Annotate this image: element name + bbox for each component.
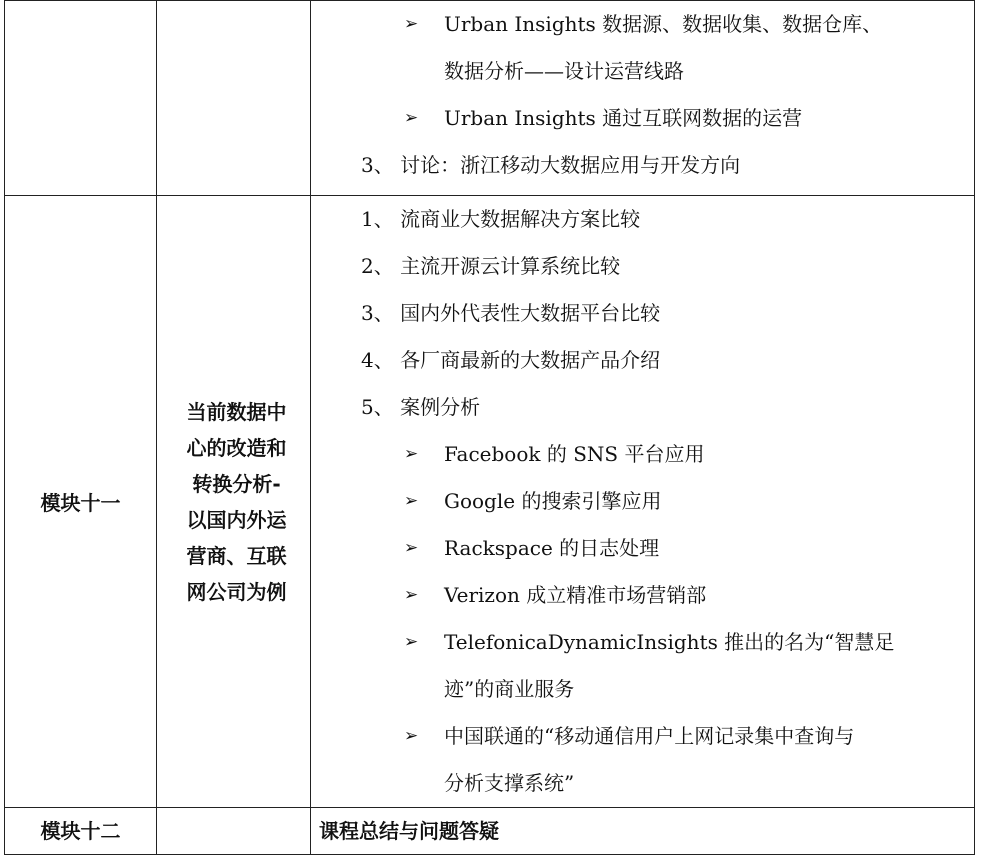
continued-line bbox=[311, 760, 974, 807]
numbered-item bbox=[311, 243, 974, 290]
line-text: 迹”的商业服务 bbox=[444, 677, 575, 701]
table-row-module-11 bbox=[5, 196, 975, 808]
bullet-item bbox=[311, 572, 974, 619]
topic-cell bbox=[157, 808, 311, 855]
line-text: 数据分析——设计运营线路 bbox=[444, 59, 684, 83]
line-text: Verizon 成立精准市场营销部 bbox=[444, 583, 707, 607]
arrow-bullet-icon: ➢ bbox=[404, 491, 419, 511]
numbered-item bbox=[311, 196, 974, 243]
bullet-item bbox=[311, 619, 974, 666]
bullet-item bbox=[311, 478, 974, 525]
arrow-bullet-icon: ➢ bbox=[404, 444, 419, 464]
topic-cell bbox=[157, 1, 311, 196]
line-text: 分析支撑系统” bbox=[444, 771, 575, 795]
module-cell: 模块十一 bbox=[5, 196, 157, 808]
arrow-bullet-icon: ➢ bbox=[404, 108, 419, 128]
topic-line: 以国内外运 bbox=[186, 507, 287, 532]
numbered-item bbox=[311, 384, 974, 431]
line-text: 2、 主流开源云计算系统比较 bbox=[361, 254, 621, 278]
line-text: Urban Insights 通过互联网数据的运营 bbox=[444, 106, 803, 130]
numbered-item bbox=[311, 142, 974, 189]
course-table bbox=[4, 0, 975, 855]
line-text: Rackspace 的日志处理 bbox=[444, 536, 660, 560]
topic-line: 当前数据中 bbox=[186, 399, 287, 424]
line-text: Urban Insights 数据源、数据收集、数据仓库、 bbox=[444, 12, 883, 36]
topic-line: 转换分析- bbox=[192, 471, 281, 496]
line-text: 5、 案例分析 bbox=[361, 395, 481, 419]
line-text: 1、 流商业大数据解决方案比较 bbox=[361, 207, 641, 231]
arrow-bullet-icon: ➢ bbox=[404, 726, 419, 746]
table-row-module-12 bbox=[5, 808, 975, 855]
topic-line: 心的改造和 bbox=[186, 435, 287, 460]
line-text: Facebook 的 SNS 平台应用 bbox=[444, 442, 705, 466]
bullet-item bbox=[311, 713, 974, 760]
topic-line: 营商、互联 bbox=[186, 543, 287, 568]
line-text: 3、 国内外代表性大数据平台比较 bbox=[361, 301, 661, 325]
module-cell bbox=[5, 1, 157, 196]
content-cell bbox=[311, 808, 975, 855]
arrow-bullet-icon: ➢ bbox=[404, 585, 419, 605]
continued-line bbox=[311, 48, 974, 95]
module-cell: 模块十二 bbox=[5, 808, 157, 855]
numbered-item bbox=[311, 337, 974, 384]
content-cell bbox=[311, 196, 975, 808]
bullet-item bbox=[311, 525, 974, 572]
bullet-item bbox=[311, 95, 974, 142]
table-row-continued bbox=[5, 1, 975, 196]
continued-line bbox=[311, 666, 974, 713]
line-text: 3、 讨论：浙江移动大数据应用与开发方向 bbox=[361, 153, 741, 177]
arrow-bullet-icon: ➢ bbox=[404, 14, 419, 34]
arrow-bullet-icon: ➢ bbox=[404, 632, 419, 652]
content-cell bbox=[311, 1, 975, 196]
content-summary: 课程总结与问题答疑 bbox=[319, 819, 499, 843]
numbered-item bbox=[311, 290, 974, 337]
bullet-item bbox=[311, 1, 974, 48]
line-text: 中国联通的“移动通信用户上网记录集中查询与 bbox=[444, 724, 855, 748]
topic-text bbox=[157, 394, 310, 610]
topic-line: 网公司为例 bbox=[186, 579, 287, 604]
line-text: Google 的搜索引擎应用 bbox=[444, 489, 662, 513]
bullet-item bbox=[311, 431, 974, 478]
line-text: TelefonicaDynamicInsights 推出的名为“智慧足 bbox=[444, 630, 895, 654]
topic-cell bbox=[157, 196, 311, 808]
arrow-bullet-icon: ➢ bbox=[404, 538, 419, 558]
line-text: 4、 各厂商最新的大数据产品介绍 bbox=[361, 348, 661, 372]
